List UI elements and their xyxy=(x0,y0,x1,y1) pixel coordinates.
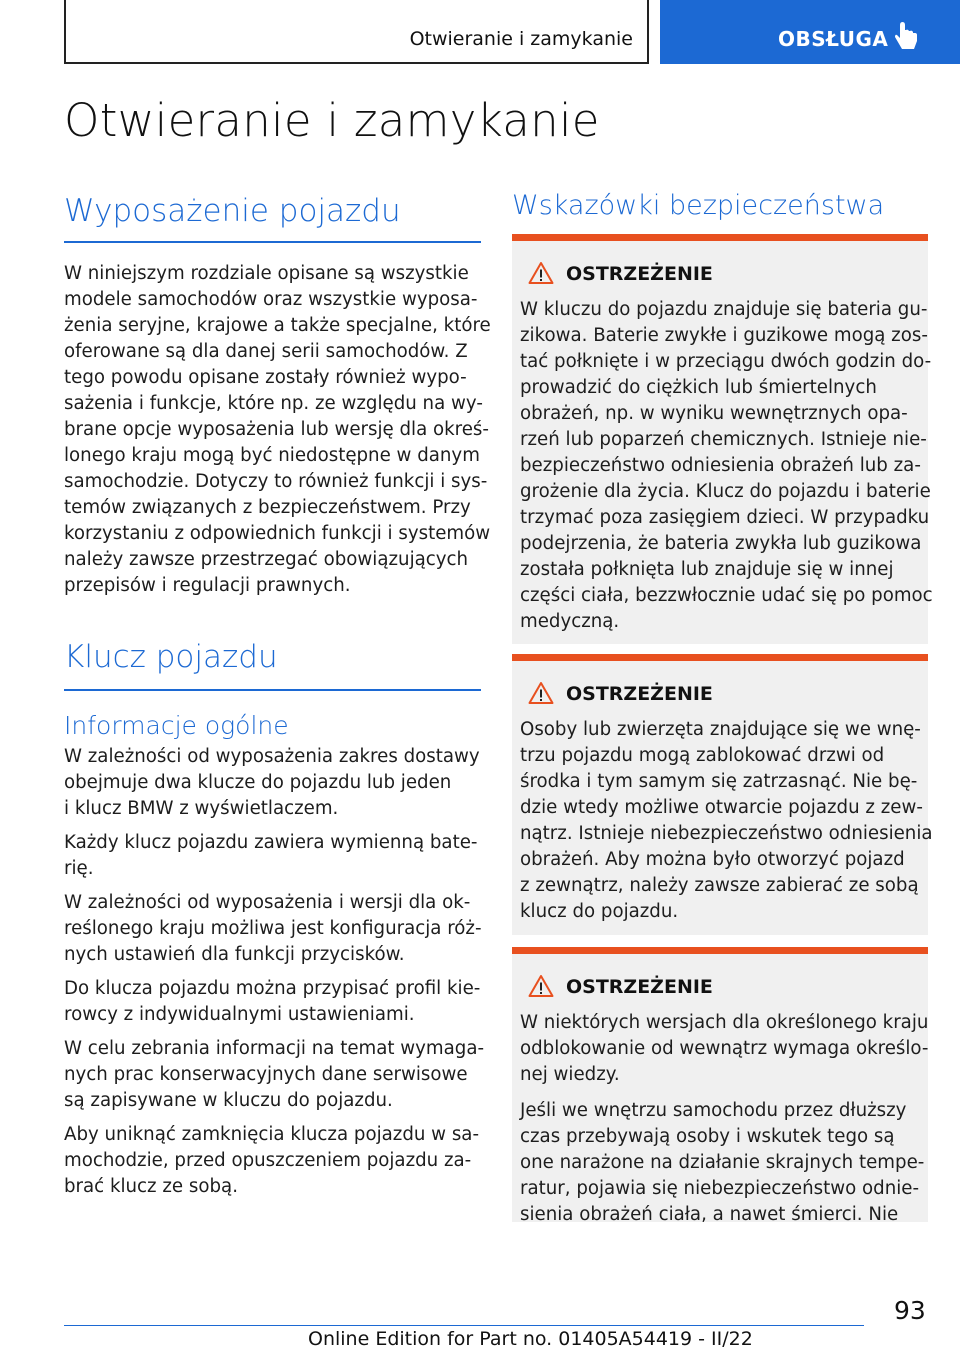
text-line: odblokowanie od wewnątrz wymaga określo- xyxy=(520,1038,929,1059)
text-line: Aby uniknąć zamknięcia klucza pojazdu w sa- xyxy=(64,1124,480,1145)
warning-title xyxy=(520,974,918,1004)
header-chapter-label: OBSŁUGA xyxy=(778,27,889,51)
equipment-heading-rule xyxy=(64,241,481,243)
warning-triangle-icon xyxy=(528,974,554,998)
text-line: Każdy klucz pojazdu zawiera wymienną bate- xyxy=(64,832,478,853)
text-line: samochodzie. Dotyczy to również funkcji i sys- xyxy=(64,471,488,492)
text-line: nych prac konserwacyjnych dane serwisowe xyxy=(64,1064,468,1085)
safety-heading: Wskazówki bezpieczeństwa xyxy=(512,190,885,221)
text-line: mochodzie, przed opuszczeniem pojazdu za- xyxy=(64,1150,472,1171)
key-paragraph xyxy=(64,1122,481,1200)
text-line: one narażone na działanie skrajnych tempe- xyxy=(520,1152,925,1173)
text-line: Jeśli we wnętrzu samochodu przez dłuższy xyxy=(520,1100,907,1121)
key-paragraph xyxy=(64,744,481,822)
header-chapter-tab[interactable] xyxy=(660,0,960,64)
text-line: została połknięta lub znajduje się w innej xyxy=(520,559,894,580)
text-line: żenia seryjne, krajowe a także specjalne, które xyxy=(64,315,491,336)
hand-pointer-icon xyxy=(894,22,920,54)
key-heading-rule xyxy=(64,689,481,691)
page-number: 93 xyxy=(894,1296,926,1325)
text-line: prowadzić do ciężkich lub śmiertelnych xyxy=(520,377,877,398)
text-line: bezpieczeństwo odniesienia obrażeń lub za- xyxy=(520,455,921,476)
warning-paragraph xyxy=(520,297,933,635)
text-line: zikowa. Baterie zwykłe i guzikowe mogą zos- xyxy=(520,325,928,346)
warning-title xyxy=(520,681,918,711)
text-line: lonego kraju mogą być niedostępne w danym xyxy=(64,445,480,466)
text-line: korzystaniu z odpowiednich funkcji i systemów xyxy=(64,523,491,544)
text-line: Do klucza pojazdu można przypisać profil kie- xyxy=(64,978,481,999)
text-line: części ciała, bezzwłocznie udać się po pomoc xyxy=(520,585,933,606)
text-line: ratur, pojawia się niebezpieczeństwo odnie- xyxy=(520,1178,920,1199)
text-line: medyczną. xyxy=(520,611,620,632)
text-line: czas przebywają osoby i wskutek tego są xyxy=(520,1126,895,1147)
text-line: i klucz BMW z wyświetlaczem. xyxy=(64,798,339,819)
warning-title-text: OSTRZEŻENIE xyxy=(566,263,713,285)
warning-paragraph xyxy=(520,1098,925,1228)
key-paragraph xyxy=(64,830,481,882)
text-line: rzeń lub poparzeń chemicznych. Istnieje nie- xyxy=(520,429,927,450)
warning-triangle-icon xyxy=(528,681,554,705)
equipment-heading: Wyposażenie pojazdu xyxy=(64,193,401,229)
text-line: grożenie dla życia. Klucz do pojazdu i baterie xyxy=(520,481,931,502)
left-column xyxy=(64,193,491,1208)
warning-paragraph xyxy=(520,1010,929,1088)
text-line: brane opcje wyposażenia lub wersję dla okreś- xyxy=(64,419,489,440)
page-title: Otwieranie i zamykanie xyxy=(64,94,600,147)
text-line: reślonego kraju możliwa jest konfiguracja róż- xyxy=(64,918,482,939)
text-line: W niektórych wersjach dla określonego kraju xyxy=(520,1012,929,1033)
key-heading: Klucz pojazdu xyxy=(64,639,278,675)
text-line: są zapisywane w kluczu do pojazdu. xyxy=(64,1090,393,1111)
footer-rule xyxy=(64,1325,864,1326)
text-line: obrażeń. Aby można było otworzyć pojazd xyxy=(520,849,905,870)
key-paragraph xyxy=(64,890,481,968)
warning-triangle-icon xyxy=(528,261,554,285)
text-line: oferowane są dla danej serii samochodów. Z xyxy=(64,341,468,362)
text-line: obejmuje dwa klucze do pojazdu lub jeden xyxy=(64,772,452,793)
text-line: podejrzenia, że bateria zwykła lub guzikowa xyxy=(520,533,922,554)
right-column-header xyxy=(512,190,928,221)
text-line: nątrz. Istnieje niebezpieczeństwo odniesienia xyxy=(520,823,933,844)
text-line: tać połknięte i w przeciągu dwóch godzin do- xyxy=(520,351,932,372)
warning-box xyxy=(512,654,933,935)
general-info-subheading: Informacje ogólne xyxy=(64,711,289,740)
warning-paragraph xyxy=(520,717,933,925)
equipment-paragraph xyxy=(64,261,491,599)
warning-box xyxy=(512,947,929,1225)
text-line: trzu pojazdu mogą zablokować drzwi od xyxy=(520,745,885,766)
warning-title xyxy=(520,261,918,291)
header-section-title: Otwieranie i zamykanie xyxy=(409,28,633,50)
key-paragraph xyxy=(64,1036,485,1114)
text-line: sażenia i funkcje, które np. ze względu na wy- xyxy=(64,393,483,414)
text-line: tego powodu opisane zostały również wypo- xyxy=(64,367,467,388)
text-line: W celu zebrania informacji na temat wymaga- xyxy=(64,1038,485,1059)
text-line: W niniejszym rozdziale opisane są wszystkie xyxy=(64,263,469,284)
key-paragraphs xyxy=(64,744,485,1200)
key-paragraph xyxy=(64,976,481,1028)
footer-edition: Online Edition for Part no. 01405A54419 - II/22 xyxy=(308,1328,753,1350)
text-line: z zewnątrz, należy zawsze zabierać ze sobą xyxy=(520,875,919,896)
text-line: W kluczu do pojazdu znajduje się bateria gu- xyxy=(520,299,928,320)
text-line: modele samochodów oraz wszystkie wyposa- xyxy=(64,289,478,310)
text-line: klucz do pojazdu. xyxy=(520,901,679,922)
text-line: Osoby lub zwierzęta znajdujące się we wnę- xyxy=(520,719,921,740)
text-line: obrażeń, np. w wyniku wewnętrznych opa- xyxy=(520,403,908,424)
text-line: nej wiedzy. xyxy=(520,1064,620,1085)
text-line: przepisów i regulacji prawnych. xyxy=(64,575,351,596)
warning-box xyxy=(512,234,933,644)
warning-title-text: OSTRZEŻENIE xyxy=(566,976,713,998)
text-line: temów związanych z bezpieczeństwem. Przy xyxy=(64,497,471,518)
text-line: W zależności od wyposażenia zakres dostawy xyxy=(64,746,480,767)
text-line: sienia obrażeń ciała, a nawet śmierci. Nie xyxy=(520,1204,899,1225)
text-line: rowcy z indywidualnymi ustawieniami. xyxy=(64,1004,415,1025)
text-line: nych ustawień dla funkcji przycisków. xyxy=(64,944,405,965)
header-section-box xyxy=(64,0,649,64)
text-line: brać klucz ze sobą. xyxy=(64,1176,238,1197)
text-line: W zależności od wyposażenia i wersji dla ok- xyxy=(64,892,471,913)
warning-title-text: OSTRZEŻENIE xyxy=(566,683,713,705)
text-line: trzymać poza zasięgiem dzieci. W przypadku xyxy=(520,507,930,528)
text-line: należy zawsze przestrzegać obowiązujących xyxy=(64,549,469,570)
text-line: środka i tym samym się zatrzasnąć. Nie bę- xyxy=(520,771,918,792)
text-line: rię. xyxy=(64,858,94,879)
text-line: dzie wtedy możliwe otwarcie pojazdu z zew- xyxy=(520,797,923,818)
